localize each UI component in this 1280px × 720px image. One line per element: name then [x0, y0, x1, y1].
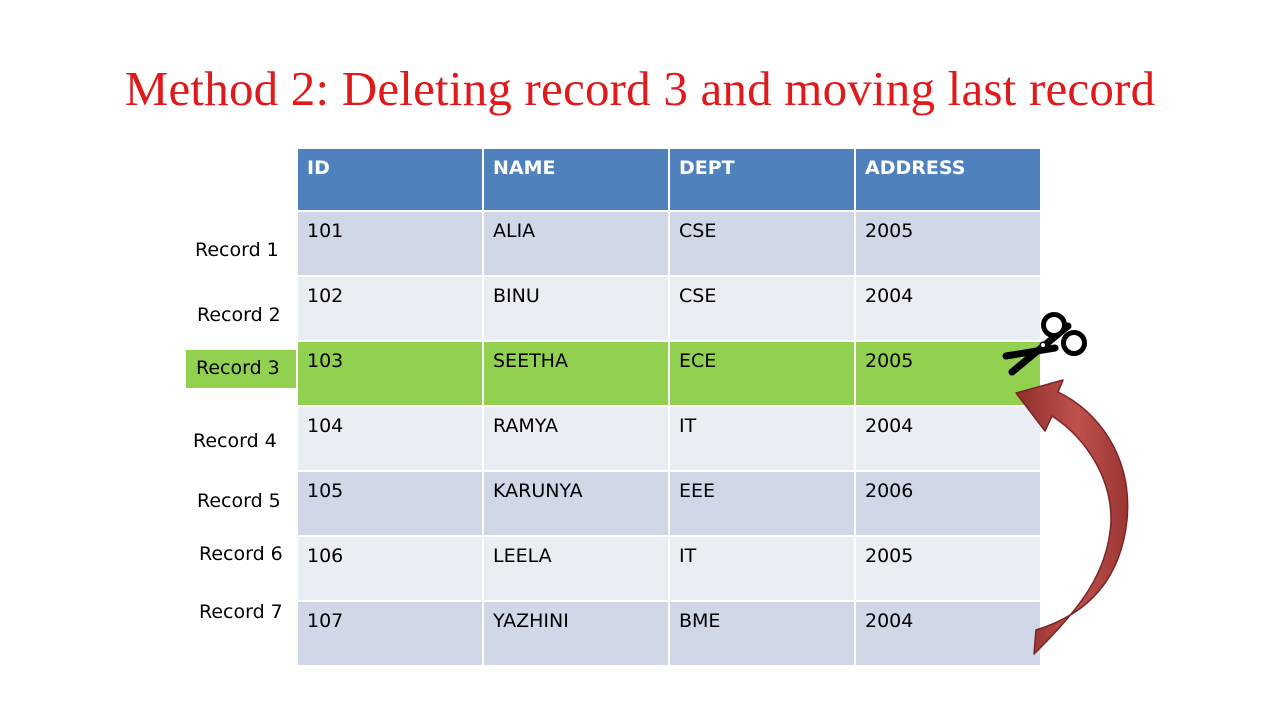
- cell-id: 102: [297, 276, 483, 341]
- record-label-5: Record 5: [197, 490, 281, 512]
- record-label-2: Record 2: [197, 304, 281, 326]
- cell-dept: IT: [669, 536, 855, 601]
- record-label-6: Record 6: [199, 543, 283, 565]
- cell-address: 2004: [855, 406, 1041, 471]
- cell-address: 2006: [855, 471, 1041, 536]
- cell-address: 2004: [855, 601, 1041, 666]
- cell-address: 2004: [855, 276, 1041, 341]
- cell-address: 2005: [855, 536, 1041, 601]
- cell-name: ALIA: [483, 211, 669, 276]
- cell-dept: BME: [669, 601, 855, 666]
- cell-address: 2005: [855, 211, 1041, 276]
- column-header-dept: DEPT: [669, 148, 855, 211]
- cell-id: 106: [297, 536, 483, 601]
- record-label-7: Record 7: [199, 601, 283, 623]
- table-row: [297, 601, 1041, 666]
- cell-name: SEETHA: [483, 341, 669, 406]
- cell-dept: CSE: [669, 276, 855, 341]
- cell-id: 105: [297, 471, 483, 536]
- record-label-4: Record 4: [193, 430, 277, 452]
- table-row-highlighted: [297, 341, 1041, 406]
- cell-id: 103: [297, 341, 483, 406]
- column-header-address: ADDRESS: [855, 148, 1041, 211]
- cell-id: 104: [297, 406, 483, 471]
- cell-address: 2005: [855, 341, 1041, 406]
- cell-dept: EEE: [669, 471, 855, 536]
- records-table: [296, 147, 1042, 667]
- table-row: [297, 406, 1041, 471]
- table-row: [297, 211, 1041, 276]
- cell-dept: ECE: [669, 341, 855, 406]
- cell-name: YAZHINI: [483, 601, 669, 666]
- column-header-id: ID: [297, 148, 483, 211]
- cell-name: LEELA: [483, 536, 669, 601]
- cell-name: KARUNYA: [483, 471, 669, 536]
- cell-dept: CSE: [669, 211, 855, 276]
- slide-title: Method 2: Deleting record 3 and moving last record: [124, 61, 1156, 116]
- cell-name: BINU: [483, 276, 669, 341]
- table-header-row: [297, 148, 1041, 211]
- cell-id: 107: [297, 601, 483, 666]
- table-row: [297, 276, 1041, 341]
- record-label-1: Record 1: [195, 239, 279, 261]
- cell-dept: IT: [669, 406, 855, 471]
- table-row: [297, 536, 1041, 601]
- record-label-3-highlighted: Record 3: [186, 350, 296, 388]
- cell-name: RAMYA: [483, 406, 669, 471]
- cell-id: 101: [297, 211, 483, 276]
- column-header-name: NAME: [483, 148, 669, 211]
- table-row: [297, 471, 1041, 536]
